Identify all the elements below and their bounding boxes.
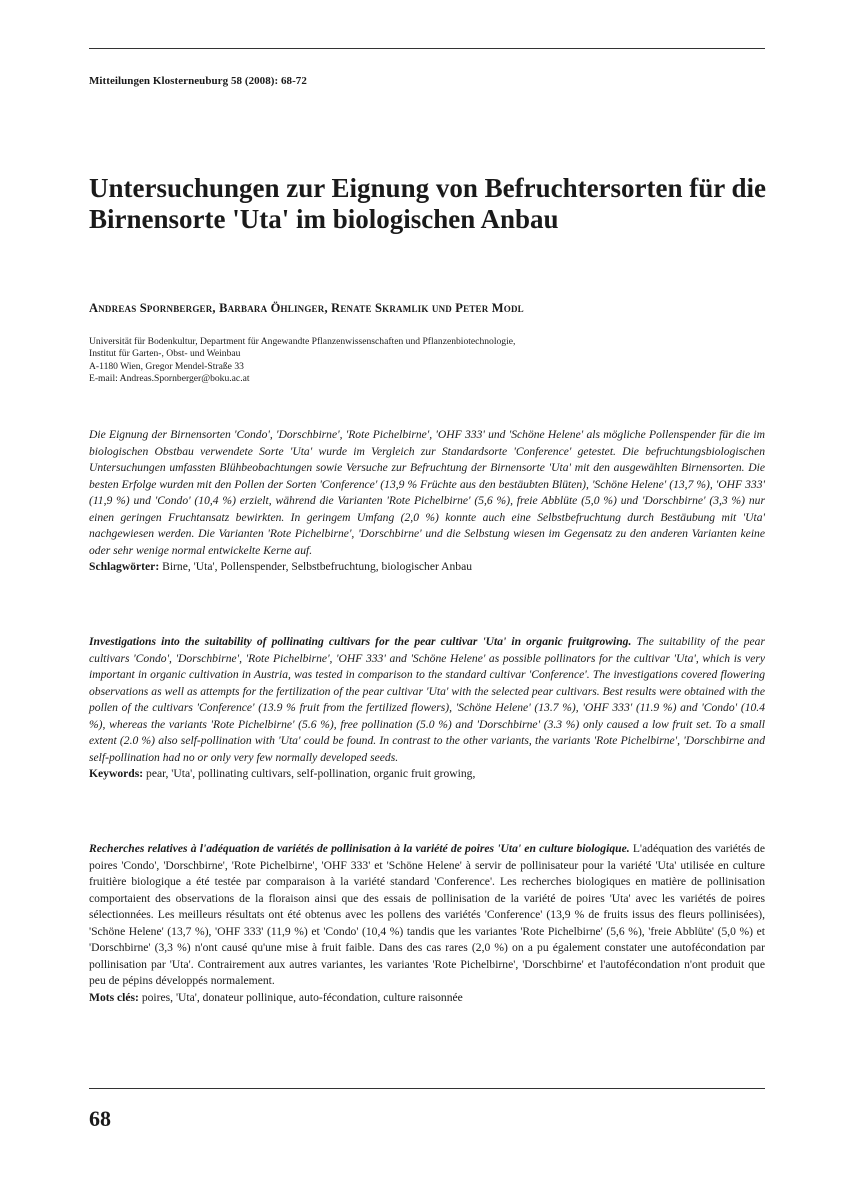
keywords-english xyxy=(89,766,765,783)
affiliation-line: Institut für Garten-, Obst- und Weinbau xyxy=(89,348,241,360)
abstract-french-title: Recherches relatives à l'adéquation de variétés de pollinisation à la variété de poires 'Uta' en culture biologique. xyxy=(89,842,630,855)
journal-citation: Mitteilungen Klosterneuburg 58 (2008): 68-72 xyxy=(89,75,307,87)
header-rule xyxy=(89,48,765,49)
keywords-label: Mots clés: xyxy=(89,990,139,1004)
keywords-german xyxy=(89,559,765,576)
author-list: Andreas Spornberger, Barbara Öhlinger, Renate Skramlik und Peter Modl xyxy=(89,301,524,315)
keywords-label: Keywords: xyxy=(89,767,144,780)
abstract-english xyxy=(89,634,765,783)
abstract-english-text: The suitability of the pear cultivars 'Condo', 'Dorschbirne', 'Rote Pichelbirne', 'OHF 333' and 'Schöne Helene' as possible pollinators for the cultivar 'Uta', which is very important in organic cultivation in Austria, was tested in comparison to the standard cultivar 'Conference'. The investigations covered flowering observations as well as attempts for the fertilization of the pear cultivar 'Uta' with the selected pear cultivars. Best results were obtained with the pollen of the cultivars 'Conference' (13.9 % fruit from the fertilized flowers), 'Schöne Helene' (13.7 %), 'OHF 333' (11.9 %) and 'Condo' (10.4 %), whereas the variants 'Rote Pichelbirne' (5.6 %), free pollination (5.0 %) and 'Dorschbirne' (3.3 %) only caused a low fruit set. To a small extent (2.0 %) also self-pollination with 'Uta' could be found. In contrast to the other variants, the variants 'Rote Pichelbirne', 'Dorschbirne and self-pollination had no or only very few normally developed seeds. xyxy=(89,635,765,764)
keywords-french xyxy=(89,990,765,1007)
page-number: 68 xyxy=(89,1106,111,1131)
keywords-label: Schlagwörter: xyxy=(89,560,160,573)
affiliation xyxy=(89,336,515,385)
abstract-french xyxy=(89,841,765,1006)
keywords-value: pear, 'Uta', pollinating cultivars, self-pollination, organic fruit growing, xyxy=(146,767,476,780)
keywords-value: poires, 'Uta', donateur pollinique, auto-fécondation, culture raisonnée xyxy=(141,990,463,1004)
keywords-value: Birne, 'Uta', Pollenspender, Selbstbefruchtung, biologischer Anbau xyxy=(162,560,473,573)
footer-rule xyxy=(89,1088,765,1089)
affiliation-line: A-1180 Wien, Gregor Mendel-Straße 33 xyxy=(89,360,244,372)
abstract-french-text: L'adéquation des variétés de poires 'Condo', 'Dorschbirne', 'Rote Pichelbirne', 'OHF 333' et 'Schöne Helene' à servir de pollinisateur pour la variété 'Uta' utilisée en culture fruitière biologique a été testée par comparaison à la variété standard 'Conference'. Les recherches biologiques en matière de pollinisation comportaient des observations de la floraison ainsi que des essais de pollinisation de la variété de poires 'Uta' avec les variétés de poires sélectionnées. Les meilleurs résultats ont été obtenus avec les pollens des variétés 'Conference' (13,9 % de fruits issus des fleurs pollinisées), 'Schöne Helene' (13,7 %), 'OHF 333' (11,9 %) et 'Condo' (10,4 %) tandis que les variantes 'Rote Pichelbirne' (5,6 %), 'freie Abblüte' (5,0 %) et 'Dorschbirne' (3,3 %) n'ont causé qu'une mise à fruit faible. Dans des cas rares (2,0 %) on a pu également constater une autofécondation par pollinisation par 'Uta'. Contrairement aux autres variantes, les variantes 'Rote Pichelbirne', 'Dorschbirne' et l'autofécondation n'ont produit que peu de pépins développés normalement. xyxy=(89,842,765,987)
affiliation-line: Universität für Bodenkultur, Department für Angewandte Pflanzenwissenschaften und Pflanzenbiotechnologie, xyxy=(89,336,516,347)
abstract-german-text: Die Eignung der Birnensorten 'Condo', 'Dorschbirne', 'Rote Pichelbirne', 'OHF 333' und 'Schöne Helene' als mögliche Pollenspender für die im biologischen Obstbau verwendete Sorte 'Uta' wurde im Vergleich zur Standardsorte 'Conference' getestet. Die befruchtungsbiologischen Untersuchungen umfassten Blühbeobachtungen sowie Versuche zur Befruchtung der Birnensorte 'Uta' mit den ausgewählten Birnensorten. Die besten Erfolge wurden mit den Pollen der Sorten 'Conference' (13,9 % Früchte aus den bestäubten Blüten), 'Schöne Helene' (13,7 %), 'OHF 333' (11,9 %) und 'Condo' (10,4 %) erzielt, während die Varianten 'Rote Pichelbirne' (5,6 %), freie Abblüte (5,0 %) und 'Dorschbirne' (3,3 %) nur einen geringen Fruchtansatz bewirkten. In geringem Umfang (2,0 %) konnte auch eine Selbstbefruchtung durch Bestäubung mit 'Uta' nachgewiesen werden. Die Varianten 'Rote Pichelbirne', 'Dorschbirne' und die Selbstung wiesen im Gegensatz zu den anderen Varianten keine oder sehr wenige normal entwickelte Kerne auf. xyxy=(89,428,765,557)
affiliation-email[interactable]: E-mail: Andreas.Spornberger@boku.ac.at xyxy=(89,372,250,384)
abstract-german xyxy=(89,427,765,576)
article-title: Untersuchungen zur Eignung von Befruchtersorten für die Birnensorte 'Uta' im biologischen Anbau xyxy=(89,173,767,234)
abstract-english-title: Investigations into the suitability of pollinating cultivars for the pear cultivar 'Uta' in organic fruitgrowing. xyxy=(89,635,632,648)
